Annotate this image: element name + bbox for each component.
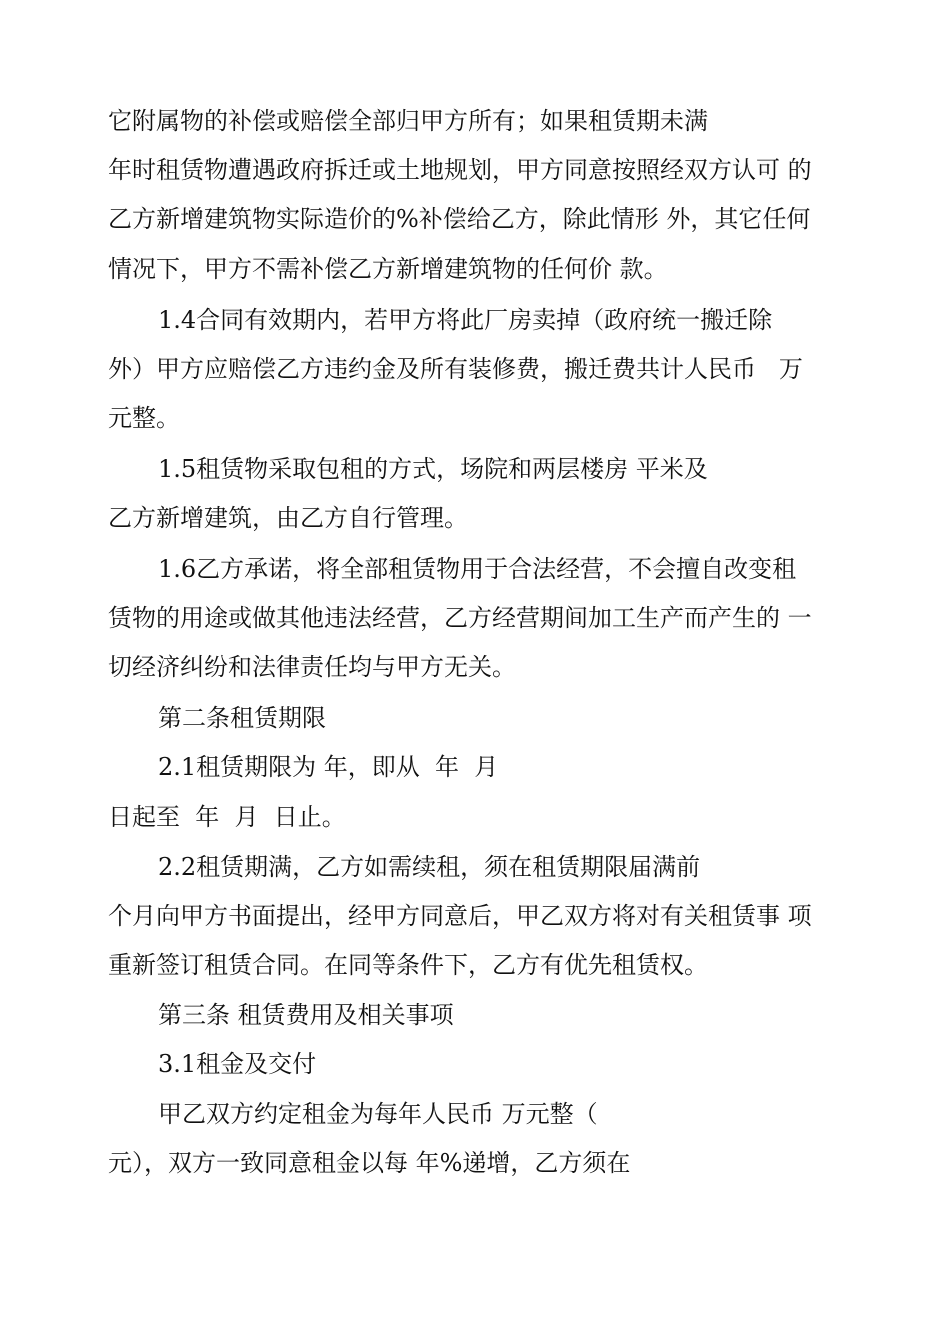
clause-3-1: 3.1租金及交付 (158, 1050, 317, 1078)
article-3-heading: 第三条 租赁费用及相关事项 (158, 1001, 454, 1029)
clause-2-2: 2.2租赁期满，乙方如需续租，须在租赁期限届满前 (158, 853, 701, 881)
clause-2-1: 2.1租赁期限为 年，即从 年 月 (158, 753, 499, 781)
text-line: 乙方新增建筑，由乙方自行管理。 (108, 504, 468, 532)
article-2-heading: 第二条租赁期限 (158, 704, 326, 732)
text-line: 它附属物的补偿或赔偿全部归甲方所有；如果租赁期未满 (108, 107, 708, 135)
text-line: 元），双方一致同意租金以每 年%递增，乙方须在 (108, 1149, 631, 1177)
text-line: 元整。 (108, 404, 180, 432)
clause-1-6: 1.6乙方承诺，将全部租赁物用于合法经营，不会擅自改变租 (158, 555, 797, 583)
text-line: 切经济纠纷和法律责任均与甲方无关。 (108, 653, 516, 681)
text-line: 重新签订租赁合同。在同等条件下，乙方有优先租赁权。 (108, 951, 708, 979)
text-line: 外）甲方应赔偿乙方违约金及所有装修费，搬迁费共计人民币 万 (108, 355, 803, 383)
clause-1-5: 1.5租赁物采取包租的方式，场院和两层楼房 平米及 (158, 455, 708, 483)
text-line: 赁物的用途或做其他违法经营，乙方经营期间加工生产而产生的 一 (108, 604, 812, 632)
text-line: 情况下，甲方不需补偿乙方新增建筑物的任何价 款。 (108, 255, 668, 283)
text-line: 乙方新增建筑物实际造价的%补偿给乙方，除此情形 外，其它任何 (108, 205, 811, 233)
clause-1-4: 1.4合同有效期内，若甲方将此厂房卖掉（政府统一搬迁除 (158, 306, 773, 334)
text-line: 日起至 年 月 日止。 (108, 803, 346, 831)
text-line: 年时租赁物遭遇政府拆迁或土地规划，甲方同意按照经双方认可 的 (108, 156, 812, 184)
text-line: 甲乙双方约定租金为每年人民币 万元整（ (158, 1100, 598, 1128)
text-line: 个月向甲方书面提出，经甲方同意后，甲乙双方将对有关租赁事 项 (108, 902, 812, 930)
